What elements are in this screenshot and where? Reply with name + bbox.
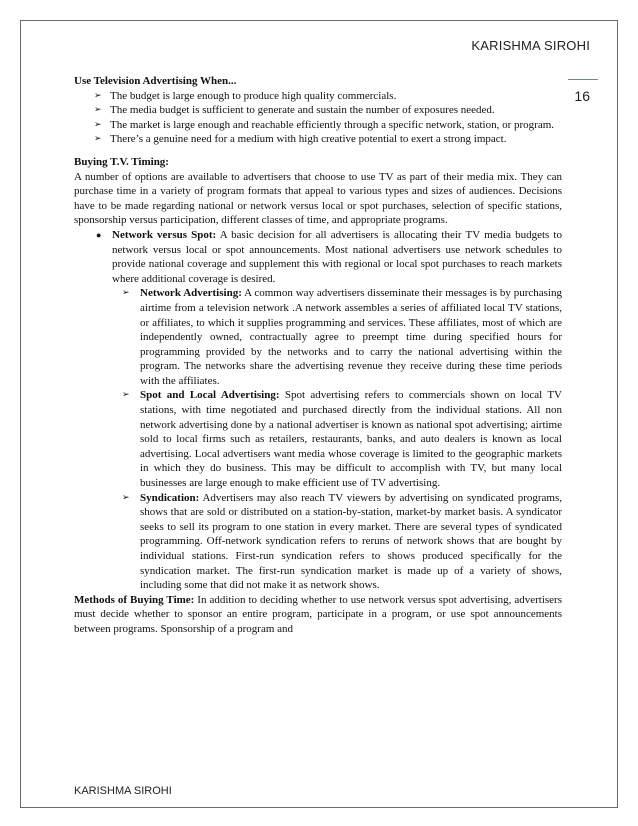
list-item: ➢ There’s a genuine need for a medium with high creative potential to exert a strong impact. (94, 133, 507, 146)
arrow-bullet-icon: ➢ (94, 105, 102, 116)
network-versus-spot-list (74, 228, 562, 593)
arrow-bullet-icon: ➢ (122, 492, 130, 503)
section-heading-buying-tv-timing: Buying T.V. Timing: (74, 155, 169, 168)
dot-bullet-icon: ● (96, 229, 102, 240)
tv-advertising-conditions-list (74, 89, 562, 147)
list-item: ➢ The budget is large enough to produce high quality commercials. (94, 89, 397, 102)
page-number-rule (568, 79, 598, 80)
arrow-bullet-icon: ➢ (94, 134, 102, 145)
list-item: ➢ The market is large enough and reachable efficiently through a specific network, station, or program. (94, 118, 555, 131)
buying-tv-timing-paragraph: A number of options are available to advertisers that choose to use TV as part of their media mix. They can purchase time in a variety of program formats that appeal to various types and sizes of audiences. Decisions have to be made regarding national or network versus local or spot purchases, selection of specific stations, sponsorship versus participation, different classes of time, and appropriate programs. (74, 170, 562, 227)
list-item: ➢ Spot and Local Advertising: Spot advertising refers to commercials shown on local TV stations, with time negotiated and purchased directly from the individual stations. All non network advertising done by a national advertiser is known as national spot advertising; airtime sold to local firms such as retailers, restaurants, banks, and auto dealers is known as local advertising. Local advertisers want media whose coverage is limited to the geographic markets in which they do business. This may be difficult to accomplish with TV, but many local businesses are large enough to make efficient use of TV advertising. (122, 389, 562, 490)
arrow-bullet-icon: ➢ (122, 288, 130, 299)
section-heading-tv-advertising: Use Television Advertising When... (74, 75, 237, 87)
document-body (74, 74, 562, 637)
list-item: ➢ The media budget is sufficient to generate and sustain the number of exposures needed. (94, 104, 495, 117)
arrow-bullet-icon: ➢ (122, 390, 130, 401)
header-author: KARISHMA SIROHI (471, 38, 590, 53)
footer-author: KARISHMA SIROHI (74, 785, 172, 797)
methods-of-buying-time-paragraph: Methods of Buying Time: In addition to deciding whether to use network versus spot advertising, advertisers must decide whether to sponsor an entire program, participate in a program, or use spot announcements between programs. Sponsorship of a program and (74, 593, 562, 635)
network-versus-spot-term: Network versus Spot: (112, 228, 217, 241)
list-item: ➢ Network Advertising: A common way advertisers disseminate their messages is by purchasing airtime from a television network .A network assembles a series of affiliated local TV stations, or affiliates, to which it supplies programming and services. These affiliates, most of which are independently owned, contractually agree to preempt time during specified hours for programming provided by the networks and to carry the national advertising within the program. The networks share the advertising revenue they receive during these time periods with the affiliates. (122, 287, 562, 387)
page-number: 16 (574, 88, 590, 104)
list-item: ➢ Syndication: Advertisers may also reach TV viewers by advertising on syndicated programs, shows that are sold or distributed on a station-by-station, market-by market basis. A syndicator seeks to sell its program to one station in every market. There are several types of syndicated programming. Off-network syndication refers to reruns of network shows that are bought by individual stations. First-run syndication refers to shows produced specifically for the syndication market. The first-run syndication market is made up of a variety of shows, including some that did not make it as network shows. (122, 491, 562, 592)
arrow-bullet-icon: ➢ (94, 90, 102, 101)
methods-of-buying-time-term: Methods of Buying Time: (74, 593, 195, 606)
list-item (74, 228, 562, 593)
network-versus-spot-text: A basic decision for all advertisers is allocating their TV media budgets to network versus local or spot announcements. Most national advertisers use network schedules to provide national coverage and supplement this with regional or local spot purchases to reach markets where additional coverage is desired. (112, 228, 562, 285)
arrow-bullet-icon: ➢ (94, 119, 102, 130)
advertising-types-list (112, 286, 562, 592)
